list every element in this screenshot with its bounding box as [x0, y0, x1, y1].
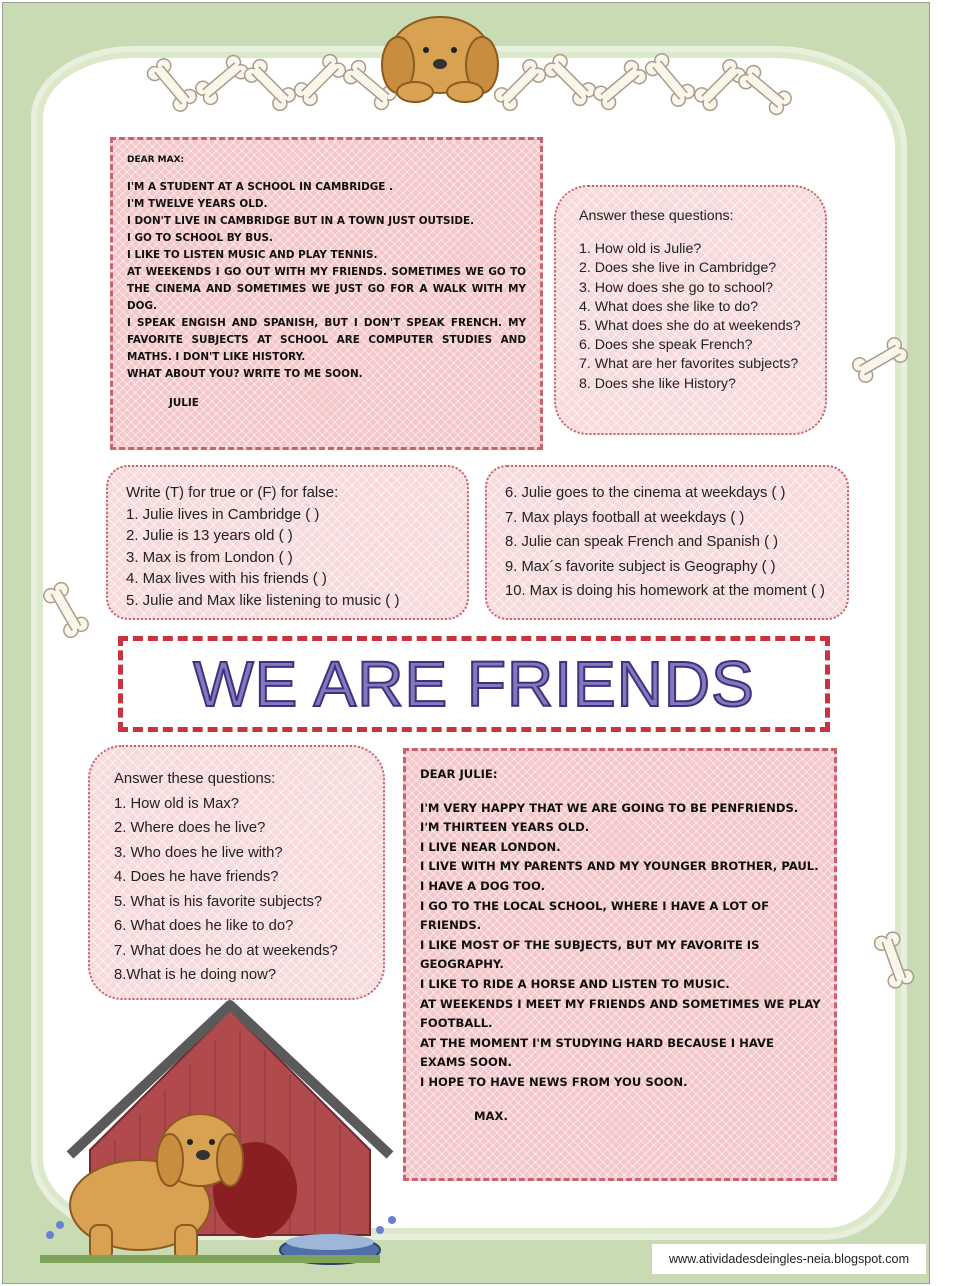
letter-line: AT WEEKENDS I MEET MY FRIENDS AND SOMETIMES WE PLAY FOOTBALL.	[420, 996, 821, 1031]
title-banner	[118, 636, 830, 732]
letter-line: I'M A STUDENT AT A SCHOOL IN CAMBRIDGE .	[127, 181, 393, 193]
question-item: 1. How old is Julie?	[579, 241, 702, 258]
question-item: 6. What does he like to do?	[114, 918, 294, 934]
question-item: 4. What does she like to do?	[579, 298, 759, 315]
letter-line: I LIKE MOST OF THE SUBJECTS, BUT MY FAVORITE IS GEOGRAPHY.	[420, 937, 760, 972]
letter-line: I'M VERY HAPPY THAT WE ARE GOING TO BE PENFRIENDS.	[420, 800, 799, 815]
true-false-title: Write (T) for true or (F) for false:	[126, 484, 339, 501]
question-item: 7. What does he do at weekends?	[114, 942, 338, 959]
footer-url: www.atividadesdeingles-neia.blogspot.com	[652, 1244, 926, 1274]
worksheet-title: WE ARE FRIENDS	[193, 648, 755, 720]
question-item: 5. What is his favorite subjects?	[114, 893, 323, 910]
question-item: 5. What does she do at weekends?	[579, 318, 801, 335]
letter-closing: WHAT ABOUT YOU? WRITE TO ME SOON.	[127, 368, 363, 380]
letter-line: I GO TO SCHOOL BY BUS.	[127, 232, 273, 244]
letter-line: I LIVE NEAR LONDON.	[420, 839, 561, 854]
questions-about-max	[88, 745, 385, 1000]
letter-greeting: DEAR JULIE:	[420, 767, 498, 781]
letter-from-max	[403, 748, 837, 1181]
letter-line: I GO TO THE LOCAL SCHOOL, WHERE I HAVE A LOT OF FRIENDS.	[420, 898, 769, 933]
letter-line: I'M TWELVE YEARS OLD.	[127, 198, 268, 210]
true-false-item: 4. Max lives with his friends ( )	[126, 570, 327, 587]
question-item: 6. Does she speak French?	[579, 337, 753, 354]
letter-line: I LIKE TO RIDE A HORSE AND LISTEN TO MUSIC.	[420, 976, 730, 991]
true-false-item: 9. Max´s favorite subject is Geography ( )	[505, 558, 776, 575]
letter-line: I'M THIRTEEN YEARS OLD.	[420, 820, 590, 835]
letter-line: I HOPE TO HAVE NEWS FROM YOU SOON.	[420, 1074, 688, 1089]
letter-line: I LIKE TO LISTEN MUSIC AND PLAY TENNIS.	[127, 249, 378, 261]
questions-title: Answer these questions:	[579, 208, 734, 224]
true-false-item: 3. Max is from London ( )	[126, 548, 293, 566]
question-item: 4. Does he have friends?	[114, 869, 279, 885]
letter-signature: JULIE	[169, 397, 199, 409]
question-item: 8. Does she like History?	[579, 375, 736, 392]
question-item: 3. How does she go to school?	[579, 279, 774, 296]
letter-line: I LIVE WITH MY PARENTS AND MY YOUNGER BROTHER, PAUL. I HAVE A DOG TOO.	[420, 859, 819, 893]
true-false-item: 7. Max plays football at weekdays ( )	[505, 509, 745, 526]
letter-line: AT THE MOMENT I'M STUDYING HARD BECAUSE I HAVE EXAMS SOON.	[420, 1035, 774, 1070]
letter-paragraph: I SPEAK ENGISH AND SPANISH, BUT I DON'T SPEAK FRENCH. MY FAVORITE SUBJECTS AT SCHOOL ARE COMPUTER STUDIES AND MATHS. I DON'T LIKE HISTORY.	[127, 317, 526, 363]
true-false-item: 5. Julie and Max like listening to music ( )	[126, 591, 400, 609]
letter-signature: MAX.	[474, 1108, 508, 1123]
question-item: 3. Who does he live with?	[114, 844, 283, 861]
true-false-item: 6. Julie goes to the cinema at weekdays ( )	[505, 485, 786, 501]
questions-about-julie	[554, 185, 827, 435]
question-item: 8.What is he doing now?	[114, 967, 277, 983]
questions-title: Answer these questions:	[114, 771, 276, 787]
true-false-item: 8. Julie can speak French and Spanish ( )	[505, 534, 779, 550]
true-false-item: 1. Julie lives in Cambridge ( )	[126, 505, 320, 523]
letter-from-julie	[110, 137, 543, 450]
true-false-box-2	[485, 465, 849, 620]
letter-paragraph: AT WEEKENDS I GO OUT WITH MY FRIENDS. SOMETIMES WE GO TO THE CINEMA AND SOMETIMES WE JUST GO FOR A WALK WITH MY DOG.	[127, 266, 526, 312]
question-item: 2. Where does he live?	[114, 820, 266, 836]
true-false-item: 10. Max is doing his homework at the moment ( )	[505, 583, 825, 599]
question-item: 7. What are her favorites subjects?	[579, 356, 799, 373]
letter-greeting: DEAR MAX:	[127, 155, 185, 165]
true-false-item: 2. Julie is 13 years old ( )	[126, 527, 293, 544]
question-item: 2. Does she live in Cambridge?	[579, 260, 777, 277]
question-item: 1. How old is Max?	[114, 795, 240, 812]
true-false-box-1	[106, 465, 469, 620]
letter-line: I DON'T LIVE IN CAMBRIDGE BUT IN A TOWN JUST OUTSIDE.	[127, 215, 475, 227]
